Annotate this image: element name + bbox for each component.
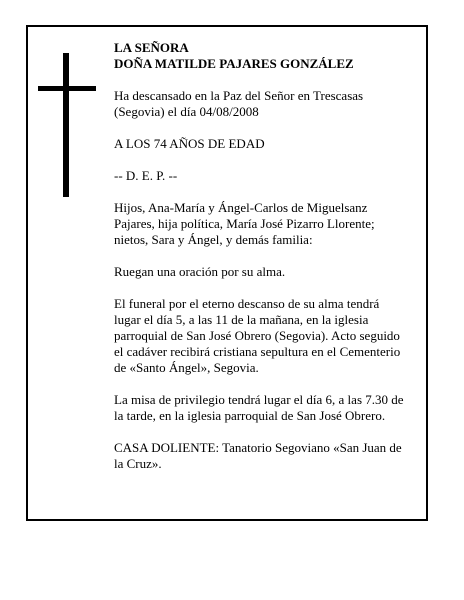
family-paragraph: Hijos, Ana-María y Ángel-Carlos de Miguelsanz Pajares, hija política, María José Pizarro Llorente; nietos, Sara y Ángel, y demás familia:: [114, 200, 375, 247]
prayer-request: Ruegan una oración por su alma.: [114, 264, 286, 279]
rip-statement: -- D. E. P. --: [114, 168, 178, 183]
honorific-title: LA SEÑORA: [114, 40, 189, 55]
mourning-house-paragraph: CASA DOLIENTE: Tanatorio Segoviano «San Juan de la Cruz».: [114, 440, 402, 471]
cross-vertical-bar: [63, 53, 69, 197]
deceased-heading: [114, 40, 420, 72]
mass-paragraph: La misa de privilegio tendrá lugar el día 6, a las 7.30 de la tarde, en la iglesia parroquial de San José Obrero.: [114, 392, 404, 423]
obituary-text: [114, 40, 420, 488]
deceased-name: DOÑA MATILDE PAJARES GONZÁLEZ: [114, 56, 354, 71]
age-statement: A LOS 74 AÑOS DE EDAD: [114, 136, 265, 151]
death-statement: Ha descansado en la Paz del Señor en Trescasas (Segovia) el día 04/08/2008: [114, 88, 364, 119]
cross-horizontal-bar: [38, 86, 96, 91]
funeral-paragraph: El funeral por el eterno descanso de su alma tendrá lugar el día 5, a las 11 de la mañana, en la iglesia parroquial de San José Obrero (Segovia). Acto seguido el cadáver recibirá cristiana sepultura en el Cementerio de «Santo Ángel», Segovia.: [114, 296, 401, 375]
cross-icon: [38, 53, 96, 197]
